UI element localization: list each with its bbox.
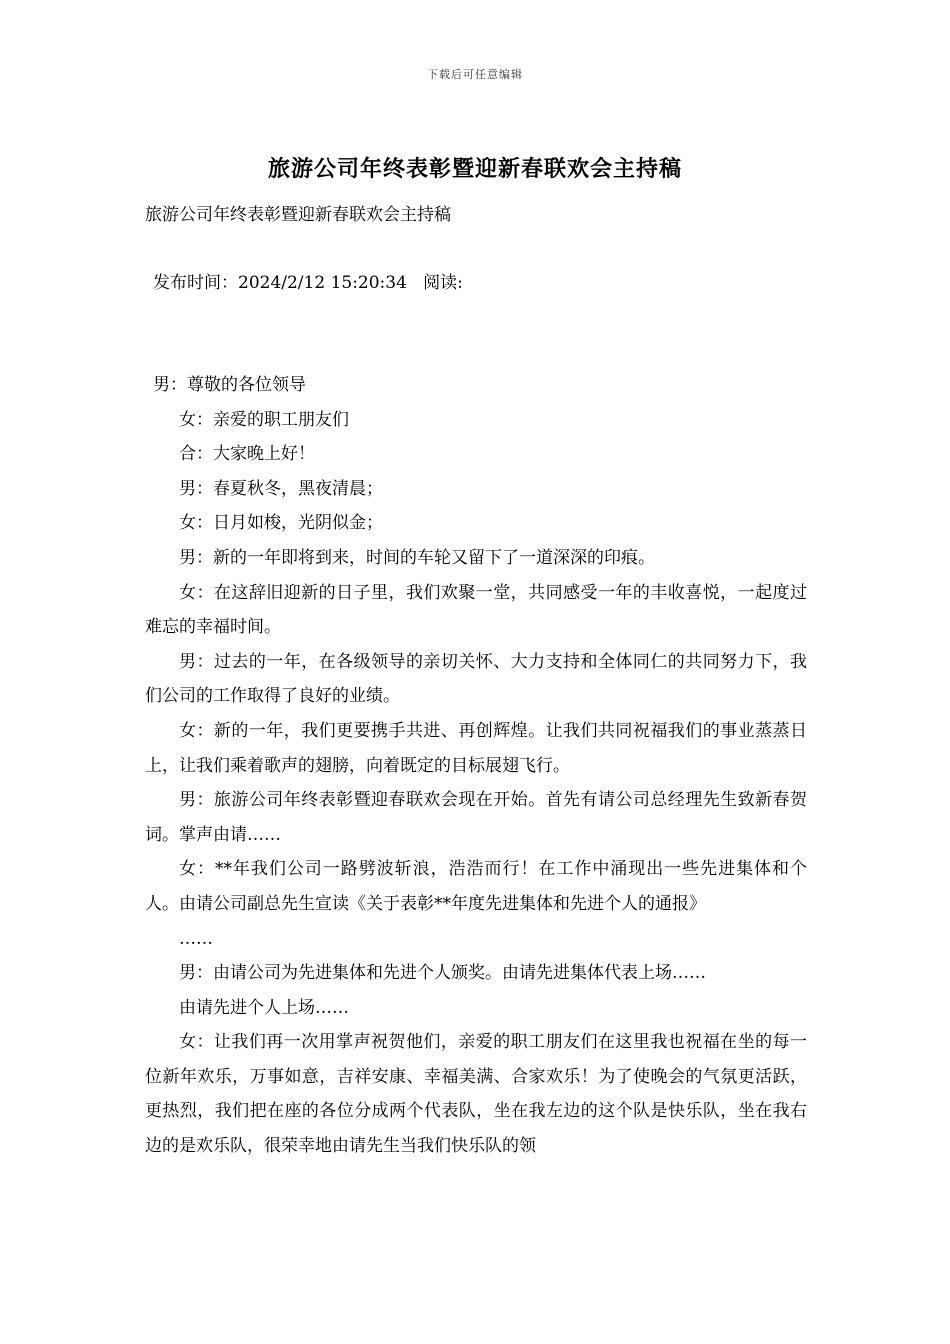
paragraph: 女：新的一年，我们更要携手共进、再创辉煌。让我们共同祝福我们的事业蒸蒸日上，让我们乘着歌声的翅膀，向着既定的目标展翅飞行。 <box>145 720 807 776</box>
paragraph: 男：过去的一年，在各级领导的亲切关怀、大力支持和全体同仁的共同努力下，我们公司的工作取得了良好的业绩。 <box>145 651 807 707</box>
publish-time-value: 2024/2/12 15:20:34 <box>238 273 407 293</box>
paragraph: 合：大家晚上好！ <box>179 444 315 465</box>
publish-time-label: 发布时间： <box>153 273 238 293</box>
paragraph: 女：日月如梭，光阴似金； <box>179 513 383 534</box>
document-title: 旅游公司年终表彰暨迎新春联欢会主持稿 <box>267 156 682 182</box>
paragraph: 女：亲爱的职工朋友们 <box>179 409 349 430</box>
paragraph: 男：旅游公司年终表彰暨迎春联欢会现在开始。首先有请公司总经理先生致新春贺词。掌声由请…… <box>145 790 807 845</box>
paragraph: …… <box>179 928 213 949</box>
paragraph: 男：春夏秋冬，黑夜清晨； <box>179 478 383 499</box>
paragraph: 女：让我们再一次用掌声祝贺他们，亲爱的职工朋友们在这里我也祝福在坐的每一位新年欢乐，万事如意，吉祥安康、幸福美满、合家欢乐！为了使晚会的气氛更活跃，更热烈，我们把在座的各位分成两个代表队，坐在我左边的这个队是快乐队，坐在我右边的是欢乐队，很荣幸地由请先生当我们快乐队的领 <box>145 1032 807 1157</box>
paragraph: 女：**年我们公司一路劈波斩浪，浩浩而行！在工作中涌现出一些先进集体和个人。由请公司副总先生宣读《关于表彰**年度先进集体和先进个人的通报》 <box>145 859 807 914</box>
paragraph: 男：尊敬的各位领导 <box>153 375 306 395</box>
document-subtitle: 旅游公司年终表彰暨迎新春联欢会主持稿 <box>145 205 451 225</box>
document-body <box>145 368 807 1164</box>
paragraph: 女：在这辞旧迎新的日子里，我们欢聚一堂，共同感受一年的丰收喜悦，一起度过难忘的幸福时间。 <box>145 582 807 638</box>
paragraph: 男：新的一年即将到来，时间的车轮又留下了一道深深的印痕。 <box>179 547 655 568</box>
read-count-label: 阅读: <box>423 273 463 293</box>
header-note: 下载后可任意编辑 <box>427 68 523 81</box>
publish-info <box>153 268 463 293</box>
paragraph: 男：由请公司为先进集体和先进个人颁奖。由请先进集体代表上场…… <box>179 963 706 984</box>
paragraph: 由请先进个人上场…… <box>179 997 349 1018</box>
